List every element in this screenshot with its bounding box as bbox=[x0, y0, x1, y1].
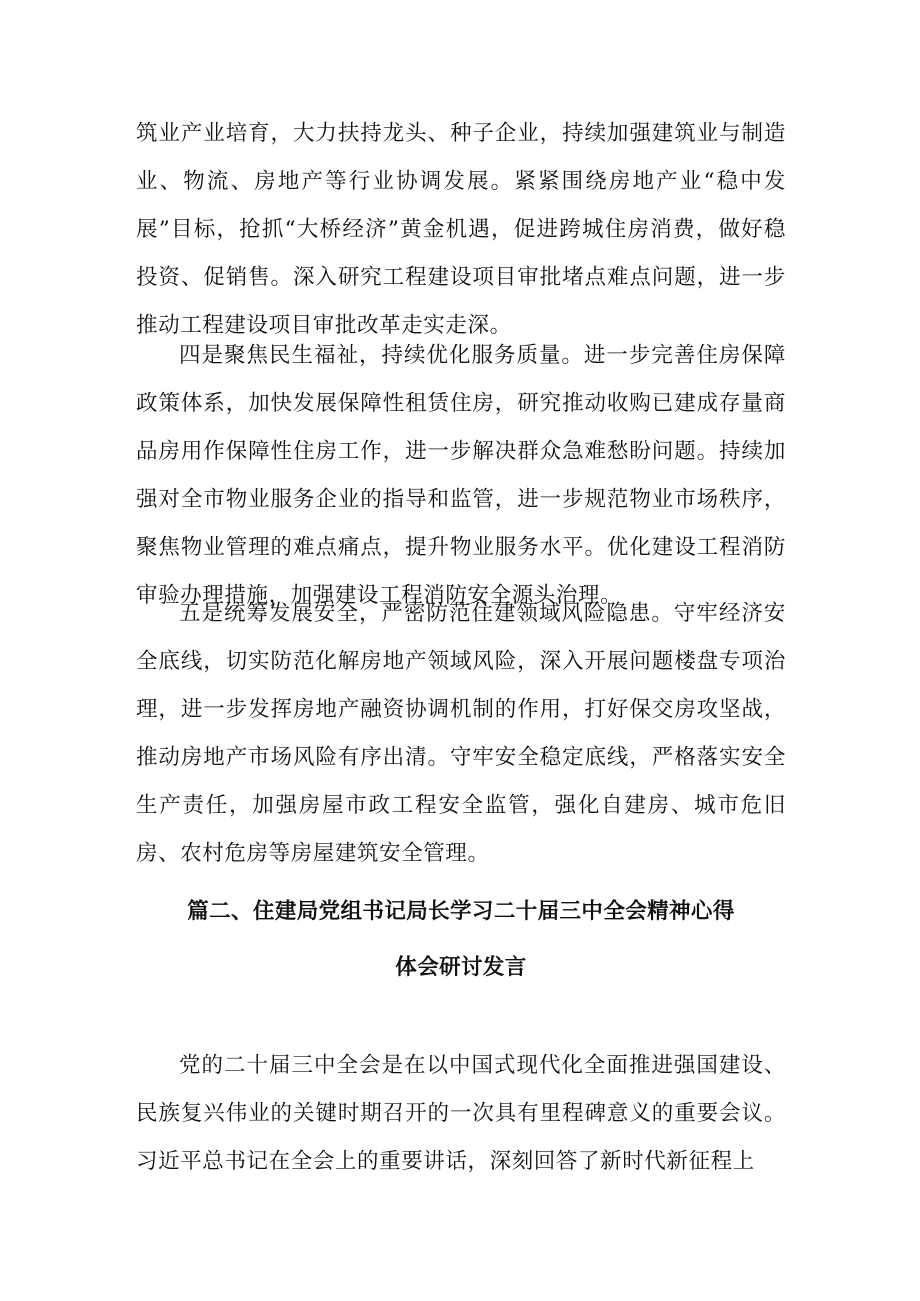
paragraph-risk-prevention: 五是统筹发展安全，严密防范住建领域风险隐患。守牢经济安全底线，切实防范化解房地产领域风险，深入开展问题楼盘专项治理，进一步发挥房地产融资协调机制的作用，打好保交房攻坚战，推动房地产市场风险有序出清。守牢安全稳定底线，严格落实安全生产责任，加强房屋市政工程安全监管，强化自建房、城市危旧房、农村危房等房屋建筑安全管理。 bbox=[136, 601, 786, 866]
section-heading-line-1: 篇二、住建局党组书记局长学习二十届三中全会精神心得 bbox=[187, 899, 735, 924]
paragraph-livelihood-service: 四是聚焦民生福祉，持续优化服务质量。进一步完善住房保障政策体系，加快发展保障性租赁住房，研究推动收购已建成存量商品房用作保障性住房工作，进一步解决群众急难愁盼问题。持续加强对全市物业服务企业的指导和监管，进一步规范物业市场秩序，聚焦物业管理的难点痛点，提升物业服务水平。优化建设工程消防审验办理措施，加强建设工程消防安全源头治理。 bbox=[136, 343, 786, 608]
paragraph-construction-industry: 筑业产业培育，大力扶持龙头、种子企业，持续加强建筑业与制造业、物流、房地产等行业协调发展。紧紧围绕房地产业“稳中发展”目标，抢抓“大桥经济”黄金机遇，促进跨城住房消费，做好稳投资、促销售。深入研究工程建设项目审批堵点难点问题，进一步推动工程建设项目审批改革走实走深。 bbox=[136, 121, 786, 338]
paragraph-plenum-introduction: 党的二十届三中全会是在以中国式现代化全面推进强国建设、民族复兴伟业的关键时期召开的一次具有里程碑意义的重要会议。习近平总书记在全会上的重要讲话，深刻回答了新时代新征程上 bbox=[136, 1053, 786, 1174]
section-heading-line-2: 体会研讨发言 bbox=[395, 955, 527, 980]
section-heading bbox=[136, 884, 786, 996]
